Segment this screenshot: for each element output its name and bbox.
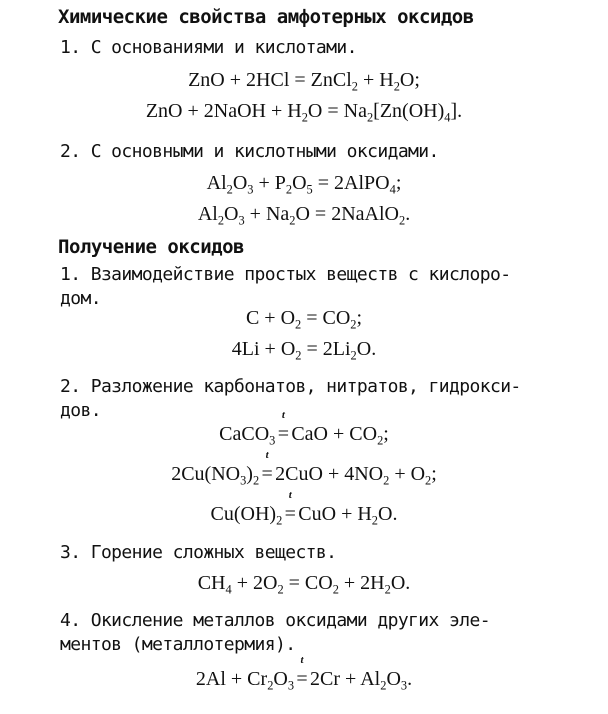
amphoteric-oxides-title: Химические свойства амфотерных оксидов xyxy=(58,6,474,28)
equation-c-o2: $C + O_2 = CO_2$; xyxy=(245,307,363,332)
heat-equals-sign: t = xyxy=(261,449,273,485)
production-item-4-line-1: 4. Окисление металлов оксидами других эле- xyxy=(60,610,490,631)
equation-al2o3-na2o: $Al_2O_3 + Na_2O$ = 2NaAlO$_2$. xyxy=(197,203,411,228)
production-item-1-line-1: 1. Взаимодействие простых веществ с кислоро- xyxy=(60,264,511,285)
heat-equals-sign: t = xyxy=(284,489,296,525)
production-item-4-line-2: ментов (металлотермия). xyxy=(60,634,296,655)
production-item-2-line-1: 2. Разложение карбонатов, нитратов, гидрокси- xyxy=(60,376,521,397)
equation-zno-naoh: ZnO + 2NaOH + $H_2O = Na_2[Zn(OH)_4]$. xyxy=(145,100,463,125)
equation-cuno3-decomposition: $2Cu(NO_3)_2$ t = $2CuO + 4NO_2 + O_2$; xyxy=(171,449,437,488)
equation-zno-hcl: ZnO + 2HCl = ZnCl$_2$ + $H_2O$; xyxy=(188,69,420,94)
production-item-1-line-2: дом. xyxy=(60,288,101,309)
amphoteric-item-2: 2. С основными и кислотными оксидами. xyxy=(60,141,439,162)
heat-equals-sign: t = xyxy=(277,409,289,445)
equation-cuoh-decomposition: $Cu(OH)_2$ t = CuO + $H_2O$. xyxy=(210,489,398,528)
equation-al2o3-p2o5: $Al_2O_3 + P_2O_5$ = 2AlPO$_4$; xyxy=(206,172,402,197)
equation-caco3-decomposition: CaCO$_3$ t = CaO + $CO_2$; xyxy=(219,409,389,448)
production-item-2-line-2: дов. xyxy=(60,400,101,421)
equation-ch4-combustion: $CH_4 + 2O_2 = CO_2 + 2H_2O$. xyxy=(197,572,411,597)
equation-li-o2: $4Li + O_2 = 2Li_2O$. xyxy=(231,338,377,363)
production-item-3: 3. Горение сложных веществ. xyxy=(60,542,337,563)
amphoteric-item-1: 1. С основаниями и кислотами. xyxy=(60,37,357,58)
equation-aluminothermy: $2Al + Cr_2O_3$ t = $2Cr + Al_2O_3$. xyxy=(195,654,413,693)
oxide-production-title: Получение оксидов xyxy=(58,236,244,258)
heat-equals-sign: t = xyxy=(296,654,308,690)
